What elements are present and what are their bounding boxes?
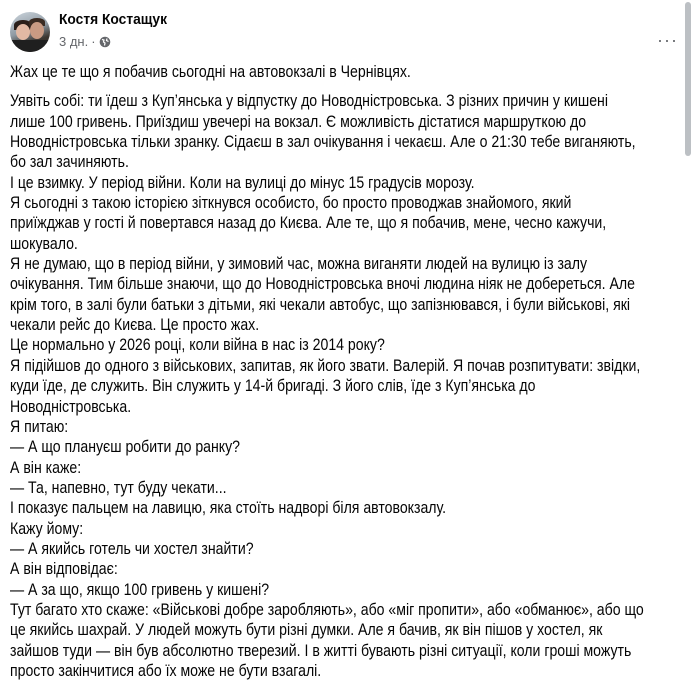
post-paragraph bbox=[10, 91, 694, 681]
post-text-line: очікування. Тим більше знаючи, що до Новодністровська вночі людина ніяк не добереться. Але bbox=[10, 275, 635, 294]
author-avatar[interactable] bbox=[10, 12, 50, 52]
post-text-line: це якийсь шахрай. У людей можуть бути різні думки. Але я бачив, як він пішов у хостел, як bbox=[10, 621, 603, 640]
post-text-line: А він каже: bbox=[10, 458, 82, 477]
post-time[interactable]: 3 дн. bbox=[59, 34, 89, 49]
post-paragraph bbox=[10, 62, 694, 82]
scrollbar[interactable] bbox=[682, 0, 694, 670]
post-text-line: крім того, в залі були батьки з дітьми, які чекали автобус, що запізнювався, і були військові, які bbox=[10, 295, 631, 314]
post-text-line: Уявіть собі: ти їдеш з Куп’янська у відпустку до Новодністровська. З різних причин у кишені bbox=[10, 92, 608, 111]
post-meta bbox=[59, 34, 111, 49]
post-text-line: Я не думаю, що в період війни, у зимовий час, можна виганяти людей на вулицю із залу bbox=[10, 255, 588, 274]
post-text-line: І показує пальцем на лавицю, яка стоїть надворі біля автовокзалу. bbox=[10, 499, 447, 518]
post-text-line: бо зал зачиняють. bbox=[10, 153, 129, 172]
post-text-line: Я сьогодні з такою історією зіткнувся особисто, бо просто проводжав знайомого, який bbox=[10, 194, 572, 213]
post-text-line: чекали рейс до Києва. Це просто жах. bbox=[10, 316, 260, 335]
post-text-line: Жах це те що я побачив сьогодні на автовокзалі в Чернівцях. bbox=[10, 63, 411, 81]
post-text-line: Тут багато хто скаже: «Військові добре заробляють», або «міг пропити», або «обманює», або що bbox=[10, 600, 644, 619]
more-options-button[interactable]: ··· bbox=[657, 30, 678, 50]
post-text-line: шокувало. bbox=[10, 234, 78, 253]
post-text-line: — А що плануєш робити до ранку? bbox=[10, 438, 241, 457]
post-text-line: Це нормально у 2026 році, коли війна в нас із 2014 року? bbox=[10, 336, 385, 355]
post-text-line: Новодністровська тільки зранку. Сідаєш в зал очікування і чекаєш. Але о 21:30 тебе виганяють, bbox=[10, 133, 636, 152]
post-text-line: куди їде, де служить. Він служить у 14-й бригаді. З його слів, їде з Куп’янська до bbox=[10, 377, 536, 396]
globe-icon bbox=[99, 36, 111, 48]
post-text-line: просто закінчитися або їх може не бути взагалі. bbox=[10, 661, 322, 680]
author-name[interactable]: Костя Костащук bbox=[59, 11, 167, 28]
post-text-line: — А якийсь готель чи хостел знайти? bbox=[10, 539, 254, 558]
post-text-line: зайшов туди — він був абсолютно тверезий. І в житті бувають різні ситуації, коли гроші можуть bbox=[10, 641, 632, 660]
post-text-line: — А за що, якщо 100 гривень у кишені? bbox=[10, 580, 270, 599]
post-text-line: Новодністровська. bbox=[10, 397, 132, 416]
post-text-line: приїжджав у гості й повертався назад до Києва. Але те, що я побачив, мене, чесно кажучи, bbox=[10, 214, 607, 233]
post-text-line: Кажу йому: bbox=[10, 519, 84, 538]
meta-separator: · bbox=[91, 34, 96, 49]
post-text-line: Я підійшов до одного з військових, запитав, як його звати. Валерій. Я почав розпитувати: звідки, bbox=[10, 356, 641, 375]
post-text-line: Я питаю: bbox=[10, 417, 69, 436]
post-text-line: лише 100 гривень. Приїздиш увечері на вокзал. Є можливість дістатися маршруткою до bbox=[10, 112, 587, 131]
post-text-line: А він відповідає: bbox=[10, 560, 118, 579]
post-text-line: — Та, напевно, тут буду чекати... bbox=[10, 478, 227, 497]
post-body bbox=[10, 62, 694, 690]
scrollbar-thumb[interactable] bbox=[685, 2, 691, 156]
post-text-line: І це взимку. У період війни. Коли на вулиці до мінус 15 градусів морозу. bbox=[10, 173, 475, 192]
